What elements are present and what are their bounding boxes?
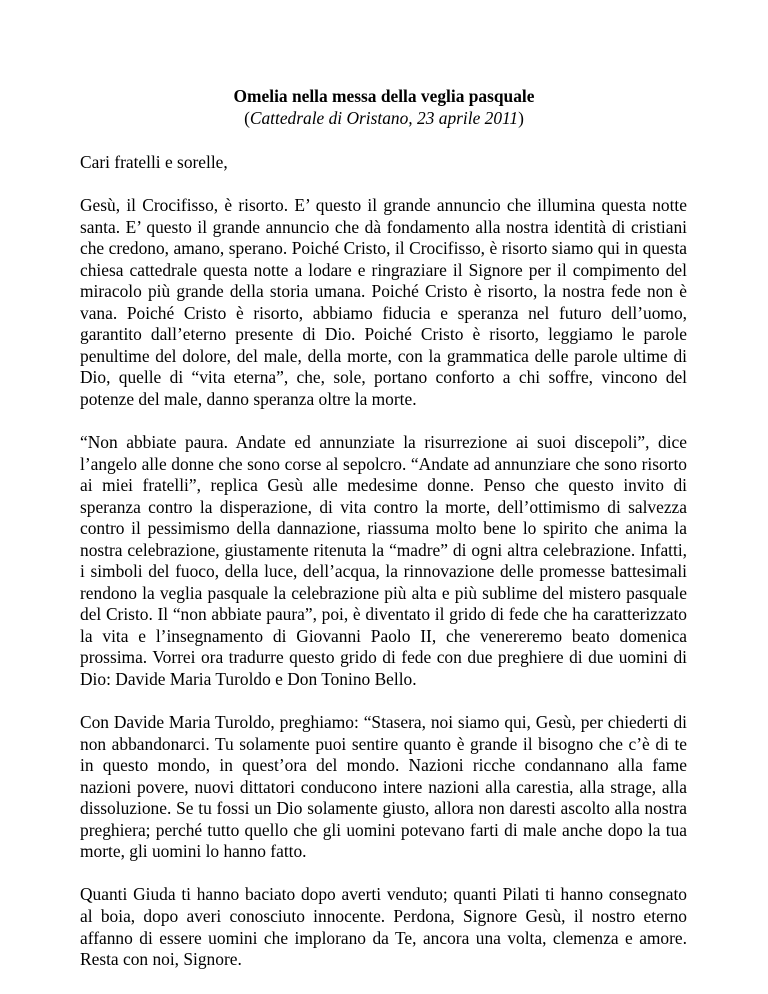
paragraph-2: “Non abbiate paura. Andate ed annunziate la risurrezione ai suoi discepoli”, dice l’angelo alle donne che sono corse al sepolcro. “Andate ad annunziare che sono risorto ai miei fratelli”, replica Gesù alle medesime donne. Penso che questo invito di speranza contro la disperazione, di vita contro la morte, dell’ottimismo di salvezza contro il pessimismo della dannazione, riassuma molto bene lo spirito che anima la nostra celebrazione, giustamente ritenuta la “madre” di ogni altra celebrazione. Infatti, i simboli del fuoco, della luce, dell’acqua, la rinnovazione delle promesse battesimali rendono la veglia pasquale la celebrazione più alta e più sublime del mistero pasquale del Cristo. Il “non abbiate paura”, poi, è diventato il grido di fede che ha caratterizzato la vita e l’insegnamento di Giovanni Paolo II, che venereremo beato domenica prossima. Vorrei ora tradurre questo grido di fede con due preghiere di due uomini di Dio: Davide Maria Turoldo e Don Tonino Bello. <box>80 432 687 690</box>
subtitle-open-paren: ( <box>244 108 250 128</box>
document-subtitle <box>0 107 768 129</box>
paragraph-3: Con Davide Maria Turoldo, preghiamo: “Stasera, noi siamo qui, Gesù, per chiederti di non abbandonarci. Tu solamente puoi sentire quanto è grande il bisogno che c’è di te in questo mondo, in quest’ora del mondo. Nazioni ricche condannano alla fame nazioni povere, nuovi dittatori conducono intere nazioni alla carestia, alla strage, alla dissoluzione. Se tu fossi un Dio solamente giusto, allora non daresti ascolto alla nostra preghiera; perché tutto quello che gli uomini potevano farti di male anche dopo la tua morte, gli uomini lo hanno fatto. <box>80 712 687 862</box>
paragraph-4: Quanti Giuda ti hanno baciato dopo averti venduto; quanti Pilati ti hanno consegnato al boia, dopo averi conosciuto innocente. Perdona, Signore Gesù, il nostro eterno affanno di essere uomini che implorano da Te, ancora una volta, clemenza e amore. Resta con noi, Signore. <box>80 884 687 970</box>
document-body <box>80 152 687 992</box>
document-title: Omelia nella messa della veglia pasquale <box>233 86 535 106</box>
document-header <box>0 85 768 129</box>
paragraph-1: Gesù, il Crocifisso, è risorto. E’ questo il grande annuncio che illumina questa notte santa. E’ questo il grande annuncio che dà fondamento alla nostra identità di cristiani che credono, amano, sperano. Poiché Cristo, il Crocifisso, è risorto siamo qui in questa chiesa cattedrale questa notte a lodare e ringraziare il Signore per il compimento del miracolo più grande della storia umana. Poiché Cristo è risorto, la nostra fede non è vana. Poiché Cristo è risorto, abbiamo fiducia e speranza nel futuro dell’uomo, garantito dall’eterno presente di Dio. Poiché Cristo è risorto, leggiamo le parole penultime del dolore, del male, della morte, con la grammatica delle parole ultime di Dio, quelle di “vita eterna”, che, sole, portano conforto a chi soffre, vincono del potenze del male, danno speranza oltre la morte. <box>80 195 687 409</box>
salutation: Cari fratelli e sorelle, <box>80 152 228 172</box>
subtitle-close-paren: ) <box>518 108 524 128</box>
subtitle-location-date: Cattedrale di Oristano, 23 aprile 2011 <box>249 108 519 128</box>
